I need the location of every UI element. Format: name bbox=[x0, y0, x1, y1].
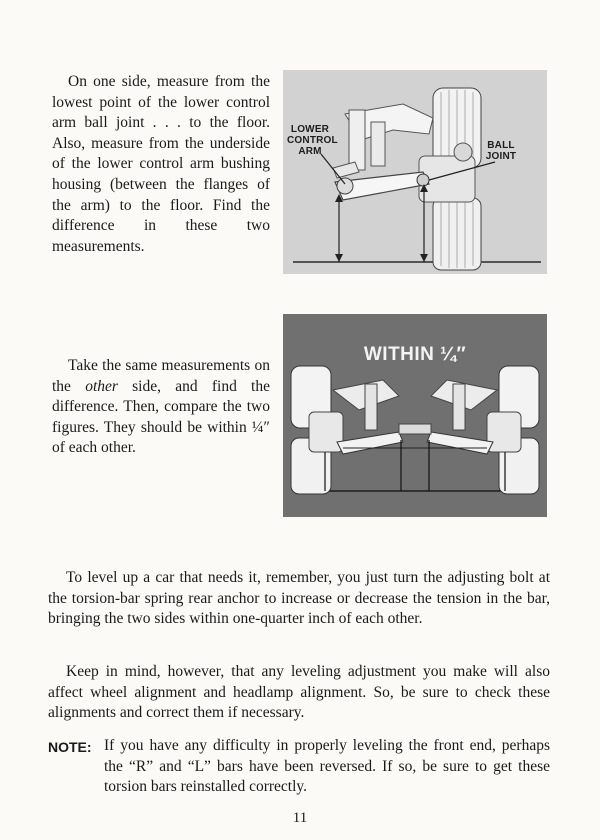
lower-control-arm-label: LOWER CONTROL ARM bbox=[287, 124, 338, 157]
p2-italic-other: other bbox=[85, 377, 118, 395]
ball-joint-label: BALL JOINT bbox=[485, 140, 517, 162]
paragraph-keep-in-mind: Keep in mind, however, that any leveling adjustment you make will also affect wheel alignment and headlamp alignment. So, be sure to check these alignments and correct them if necessary. bbox=[48, 663, 550, 722]
note-block bbox=[48, 736, 550, 798]
paragraph-measure-one-side: On one side, measure from the lowest point of the lower control arm ball joint . . . to the floor. Also, measure from the underside of the lower control arm bushing housing (between the flanges of the arm) to the floor. Find the difference in these two measurements. bbox=[52, 73, 270, 255]
note-label: NOTE: bbox=[48, 739, 92, 755]
p2-text-after: side, and find the difference. Then, compare the two figures. They should be within ¼″ of each other. bbox=[52, 377, 270, 457]
p2-text-before: Take the same measurements on the bbox=[52, 357, 270, 395]
within-quarter-inch-heading: WITHIN ¼″ bbox=[363, 344, 467, 365]
paragraph-other-side bbox=[52, 356, 270, 459]
figure-lower-control-arm-measurement bbox=[283, 70, 547, 274]
suspension-illustration bbox=[283, 70, 547, 274]
paragraph-level-up: To level up a car that needs it, remember, you just turn the adjusting bolt at the torsion-bar spring rear anchor to increase or decrease the tension in the bar, bringing the two sides within one-quarter inch of each other. bbox=[48, 569, 550, 628]
note-text: If you have any difficulty in properly leveling the front end, perhaps the “R” and “L” bars have been reversed. If so, be sure to get these torsion bars reinstalled correctly. bbox=[104, 737, 550, 796]
page-number: 11 bbox=[292, 810, 308, 826]
figure-within-quarter-inch bbox=[283, 314, 547, 517]
